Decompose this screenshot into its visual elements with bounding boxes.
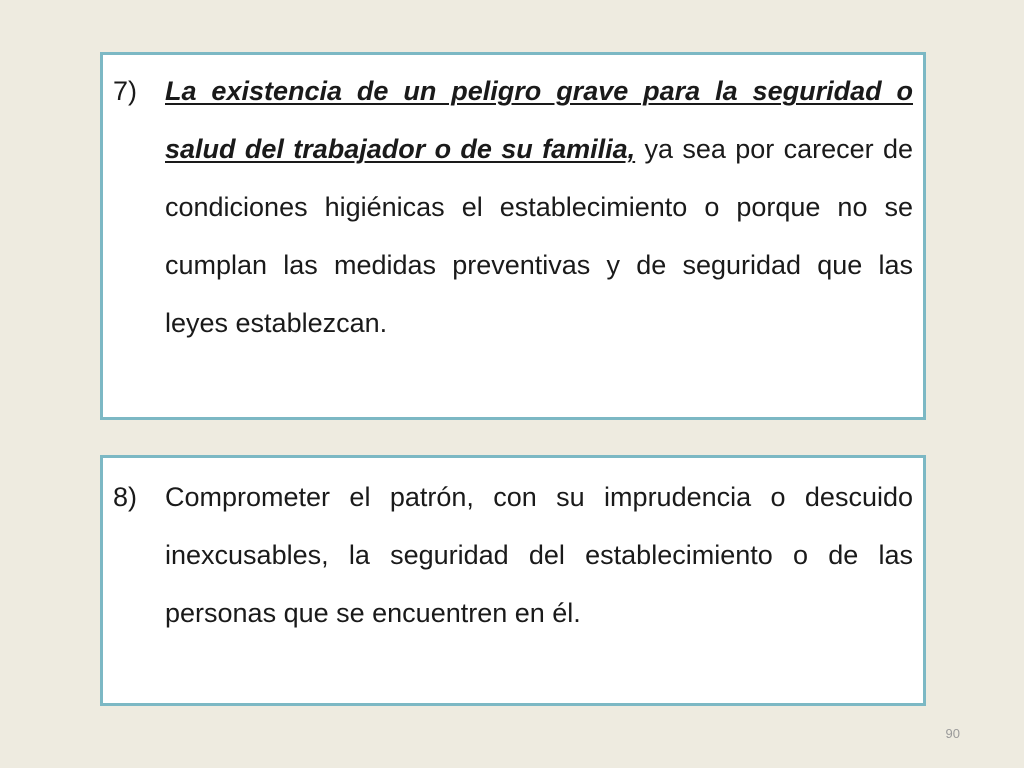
clause-7-emphasis: La existencia de un peligro grave para la seguridad o salud del trabajador o de su familia, [165, 76, 913, 164]
clause-8-text: Comprometer el patrón, con su imprudencia o descuido inexcusables, la seguridad del establecimiento o de las personas que se encuentren en él. [165, 482, 913, 628]
clause-7-text: ya sea por carecer de condiciones higiénicas el establecimiento o porque no se cumplan las medidas preventivas y de seguridad que las leyes establezcan. [165, 134, 913, 338]
clause-7-number: 7) [113, 76, 138, 106]
clause-7-body [165, 62, 913, 352]
clause-8 [113, 468, 913, 642]
page-number: 90 [945, 726, 960, 741]
clause-7 [113, 62, 913, 352]
clause-7-box [100, 52, 926, 420]
clause-8-number: 8) [113, 482, 138, 512]
clause-8-box [100, 455, 926, 706]
